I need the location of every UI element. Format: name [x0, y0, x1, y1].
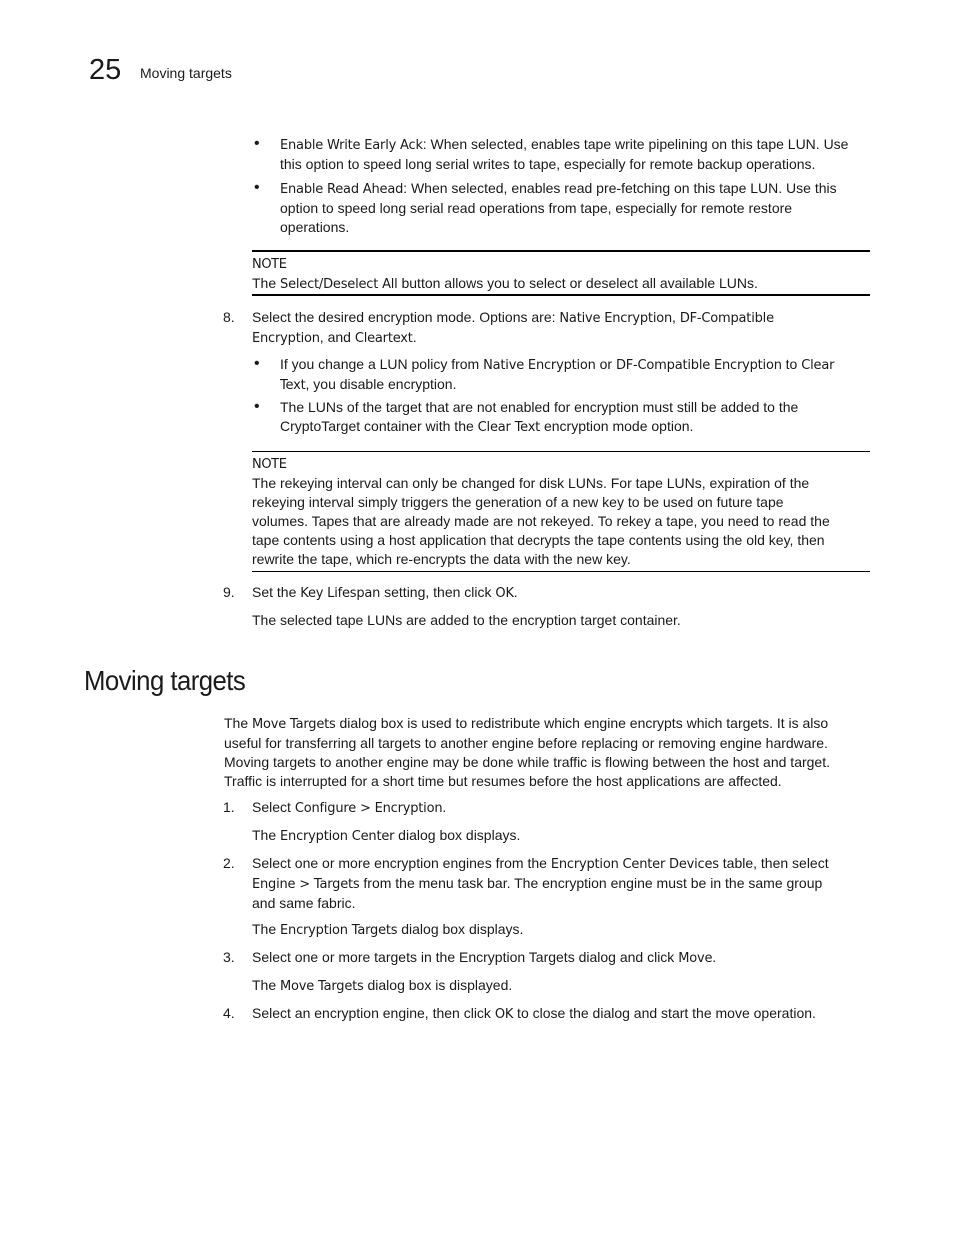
text: and same fabric.: [252, 895, 356, 911]
text: Moving targets to another engine may be done while traffic is flowing between the host and target.: [224, 754, 830, 770]
term: Native Encryption: [559, 311, 673, 326]
step-9-result: The selected tape LUNs are added to the encryption target container.: [252, 612, 681, 628]
text: CryptoTarget container with the: [280, 418, 478, 434]
step-number: 4.: [223, 1005, 235, 1021]
text: The LUNs of the target that are not enabled for encryption must still be added to the: [280, 399, 799, 415]
term: Encryption Center: [280, 829, 395, 844]
term: Clear: [801, 358, 835, 373]
text: Select one or more encryption engines from the: [252, 855, 551, 871]
term: Enable Read Ahead: [280, 182, 404, 197]
text: Select one or more targets in the Encryption Targets dialog and click: [252, 949, 679, 965]
text: Traffic is interrupted for a short time but resumes before the host applications are affected.: [224, 773, 782, 789]
term: DF-Compatible Encryption: [615, 358, 782, 373]
section-heading: Moving targets: [84, 665, 246, 696]
step-number: 2.: [223, 855, 235, 871]
bullet-marker: •: [254, 355, 260, 372]
term: Text: [280, 378, 306, 393]
bullet-cleartext-luns: [280, 398, 880, 437]
step-1-result: [252, 826, 872, 846]
text: The: [224, 715, 253, 731]
section-intro: [224, 714, 884, 791]
term: Clear Text: [477, 420, 541, 435]
text: : When selected, enables read pre-fetching on this tape LUN. Use this: [403, 180, 837, 196]
step-3-text: [252, 948, 872, 968]
step-3-result: [252, 976, 872, 996]
note-rule-bottom: [252, 571, 870, 572]
text: volumes. Tapes that are already made are not rekeyed. To rekey a tape, you need to read the: [252, 513, 830, 529]
step-1-text: [252, 798, 872, 818]
note-select-deselect: [252, 254, 872, 294]
term: Encryption Center Devices: [550, 857, 719, 872]
text: ,: [672, 309, 680, 325]
text: to: [781, 356, 802, 372]
note-rule-top: [252, 250, 870, 252]
text: The: [252, 827, 281, 843]
text: this option to speed long serial writes to tape, especially for remote backup operations.: [280, 156, 816, 172]
term: OK: [495, 586, 514, 601]
term: DF-Compatible: [679, 311, 774, 326]
text: , and: [319, 329, 355, 345]
text: The rekeying interval can only be changed for disk LUNs. For tape LUNs, expiration of the: [252, 475, 810, 491]
text: If you change a LUN policy from: [280, 356, 484, 372]
term: Select/Deselect All: [280, 277, 398, 292]
text: rewrite the tape, which re-encrypts the data with the new key.: [252, 551, 631, 567]
note-rule-top: [252, 451, 870, 452]
text: : When selected, enables tape write pipelining on this tape LUN. Use: [422, 136, 849, 152]
text: Set the: [252, 584, 301, 600]
step-4-text: [252, 1004, 882, 1024]
text: table, then select: [718, 855, 829, 871]
text: The: [252, 977, 281, 993]
bullet-lun-policy-change: [280, 355, 880, 395]
text: rekeying interval simply triggers the generation of a new key to be used on future tape: [252, 494, 784, 510]
text: Select the desired encryption mode. Options are:: [252, 309, 560, 325]
text: dialog box displays.: [397, 921, 524, 937]
term: Cleartext: [354, 331, 413, 346]
text: option to speed long serial read operations from tape, especially for remote restore: [280, 200, 793, 216]
text: operations.: [280, 219, 350, 235]
term: Native Encryption: [483, 358, 596, 373]
step-number: 1.: [223, 799, 235, 815]
note-label: NOTE: [252, 457, 287, 472]
bullet-enable-write-early-ack: [280, 135, 880, 174]
bullet-enable-read-ahead: [280, 179, 880, 237]
chapter-number: 25: [89, 54, 122, 86]
term: Move Targets: [280, 979, 364, 994]
text: .: [412, 329, 417, 345]
text: useful for transferring all targets to another engine before replacing or removing engine hardware.: [224, 735, 828, 751]
text: .: [712, 949, 717, 965]
text: .: [442, 799, 447, 815]
text: The: [252, 921, 281, 937]
text: from the menu task bar. The encryption engine must be in the same group: [359, 875, 823, 891]
text: .: [513, 584, 518, 600]
text: , you disable encryption.: [305, 376, 457, 392]
step-2-result: [252, 920, 872, 940]
term: Move: [678, 951, 713, 966]
chapter-title: Moving targets: [140, 65, 232, 81]
step-number: 8.: [223, 309, 235, 325]
note-rekeying-interval: [252, 454, 872, 569]
term: Configure > Encryption: [294, 801, 443, 816]
text: tape contents using a host application that decrypts the tape contents using the old key, then: [252, 532, 825, 548]
step-8-text: [252, 308, 872, 348]
text: to close the dialog and start the move operation.: [513, 1005, 816, 1021]
bullet-marker: •: [254, 398, 260, 415]
term: Key Lifespan: [300, 586, 381, 601]
bullet-marker: •: [254, 179, 260, 196]
bullet-marker: •: [254, 135, 260, 152]
text: The: [252, 275, 281, 291]
term: Engine > Targets: [252, 877, 360, 892]
text: dialog box is used to redistribute which engine encrypts which targets. It is also: [335, 715, 829, 731]
text: Select an encryption engine, then click: [252, 1005, 495, 1021]
text: dialog box displays.: [394, 827, 521, 843]
text: encryption mode option.: [540, 418, 694, 434]
text: Select: [252, 799, 295, 815]
term: Enable Write Early Ack: [280, 138, 423, 153]
term: Encryption: [252, 331, 320, 346]
term: Move Targets: [252, 717, 336, 732]
term: OK: [494, 1007, 514, 1022]
step-9-text: [252, 583, 872, 603]
term: Encryption Targets: [280, 923, 398, 938]
step-2-text: [252, 854, 882, 913]
step-number: 9.: [223, 584, 235, 600]
text: or: [595, 356, 616, 372]
note-label: NOTE: [252, 257, 287, 272]
step-number: 3.: [223, 949, 235, 965]
text: button allows you to select or deselect all available LUNs.: [397, 275, 758, 291]
note-rule-bottom: [252, 294, 870, 296]
text: setting, then click: [380, 584, 496, 600]
text: dialog box is displayed.: [363, 977, 513, 993]
